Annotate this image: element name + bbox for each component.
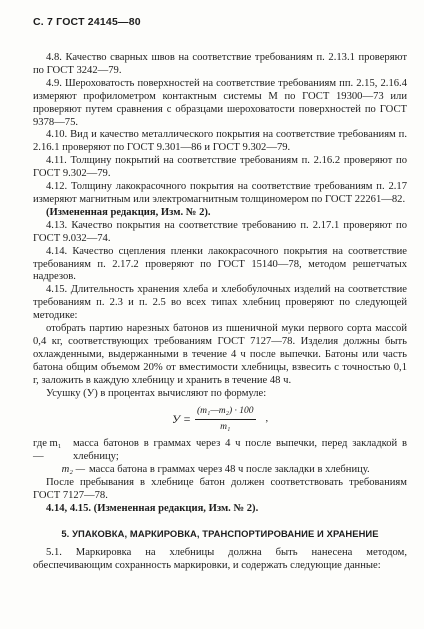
paragraph-4-15-formula-intro: Усушку (У) в процентах вычисляют по формуле:	[46, 387, 267, 399]
paragraph-4-13: 4.13. Качество покрытия на соответствие требованию п. 2.17.1 проверяют по ГОСТ 9.032—74.	[33, 219, 407, 244]
paragraph-4-12: 4.12. Толщину лакокрасочного покрытия на соответствие требованиям п. 2.17 измеряют магнитным или электромагнитным толщиномером по ГОСТ 22261—82.	[33, 181, 407, 205]
formula-lhs: У =	[171, 412, 192, 427]
legend-m2-label: m₂ —	[61, 464, 85, 476]
legend-m2-text: масса батона в граммах через 48 ч после закладки в хлебницу.	[89, 464, 370, 476]
formula-legend-m1	[33, 438, 407, 464]
paragraph-4-15-method: отобрать партию нарезных батонов из пшеничной муки первого сорта массой 0,4 кг, соответствующих требованиям ГОСТ 7127—78. Изделия должны быть охлажденными, выдержанными в течение 4 ч после выпечки. Батоны или часть батона общим объемом 20% от вместимости хлебницы, взвесить с точностью 0,1 г, заложить в каждую хлебницу и хранить в течение 48 ч.	[33, 323, 407, 386]
paragraph-4-14: 4.14. Качество сцепления пленки лакокрасочного покрытия на соответствие требованиям п. 2.17.2 проверяют по ГОСТ 15140—78, методом решетчатых надрезов.	[33, 245, 407, 283]
formula-fraction	[195, 405, 255, 434]
page-header: С. 7 ГОСТ 24145—80	[33, 16, 141, 28]
paragraph-after-formula: После пребывания в хлебнице батон должен соответствовать требованиям ГОСТ 7127—78.	[33, 477, 407, 502]
amendment-note-2: 4.14, 4.15. (Измененная редакция, Изм. № 2).	[46, 503, 259, 514]
formula-numerator: (m₁—m₂) · 100	[195, 405, 255, 420]
legend-m1-text: масса батонов в граммах через 4 ч после выпечки, перед закладкой в хлебницу;	[73, 438, 407, 463]
paragraph-4-9: 4.9. Шероховатость поверхностей на соответствие требованиям пп. 2.15, 2.16.4 измеряют профилометром контактным системы М по ГОСТ 19300—73 или проверяют путем сравнения с образцами шероховатости поверхностей по ГОСТ 9378—75.	[33, 77, 407, 128]
paragraph-4-8: 4.8. Качество сварных швов на соответствие требованиям п. 2.13.1 проверяют по ГОСТ 3242—79.	[33, 52, 407, 76]
paragraph-4-15: 4.15. Длительность хранения хлеба и хлебобулочных изделий на соответствие требованиям п. 2.3 и п. 2.5 во всех типах хлебниц проверяют по следующей методике:	[33, 284, 407, 322]
paragraph-5-1: 5.1. Маркировка на хлебницы должна быть нанесена методом, обеспечивающим сохранность маркировки, и содержать следующие данные:	[33, 546, 407, 571]
amendment-note: (Измененная редакция, Изм. № 2).	[46, 206, 211, 218]
section-title: 5. УПАКОВКА, МАРКИРОВКА, ТРАНСПОРТИРОВАНИЕ И ХРАНЕНИЕ	[61, 527, 379, 539]
formula-legend-m2	[33, 464, 407, 477]
formula-denominator: m₁	[220, 421, 231, 432]
paragraph-4-11: 4.11. Толщину покрытий на соответствие требованиям п. 2.16.2 проверяют по ГОСТ 9.302—79.	[33, 155, 407, 180]
paragraph-4-10: 4.10. Вид и качество металлического покрытия на соответствие требованиям п. 2.16.1 проверяют по ГОСТ 9.301—86 и ГОСТ 9.302—79.	[33, 129, 407, 154]
document-body	[33, 52, 407, 573]
legend-m1-label: где m₁ —	[33, 438, 62, 463]
shrinkage-formula	[33, 402, 407, 436]
formula-tail: ,	[265, 413, 269, 425]
